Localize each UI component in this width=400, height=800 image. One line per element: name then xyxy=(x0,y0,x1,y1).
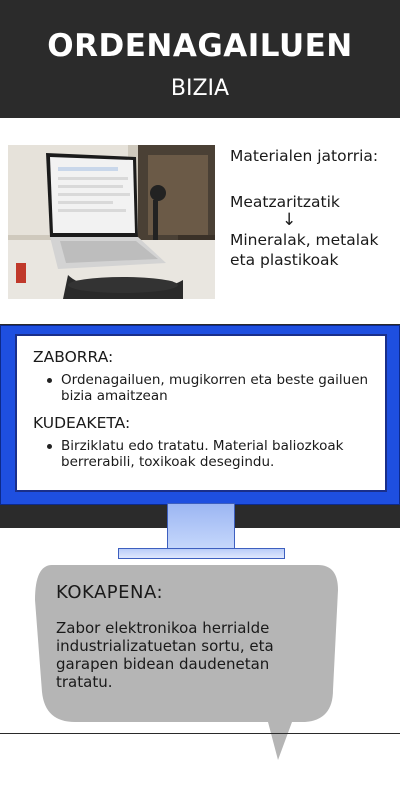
waste-item-text: Ordenagailuen, mugikorren eta beste gailuen bizia amaitzean xyxy=(61,372,369,404)
bubble-content xyxy=(56,582,326,691)
management-item-text: Birziklatu edo tratatu. Material baliozkoak berrerabili, toxikoak desegindu. xyxy=(61,438,344,470)
page-subtitle: BIZIA xyxy=(170,76,230,101)
materials-heading: Materialen jatorria: xyxy=(230,147,379,165)
management-title: KUDEAKETA: xyxy=(33,414,131,432)
bubble-title: KOKAPENA: xyxy=(56,582,164,603)
waste-title: ZABORRA: xyxy=(33,348,114,366)
materials-result: Mineralak, metalak eta plastikoak xyxy=(230,231,379,269)
down-arrow-icon: ↓ xyxy=(282,210,297,230)
page-title: ORDENAGAILUEN xyxy=(47,28,353,64)
bubble-body: Zabor elektronikoa herrialde industrializatuetan sortu, eta garapen bidean daudenetan tratatu. xyxy=(56,619,274,691)
materials-source: Meatzaritzatik xyxy=(230,193,340,211)
divider xyxy=(0,733,400,734)
